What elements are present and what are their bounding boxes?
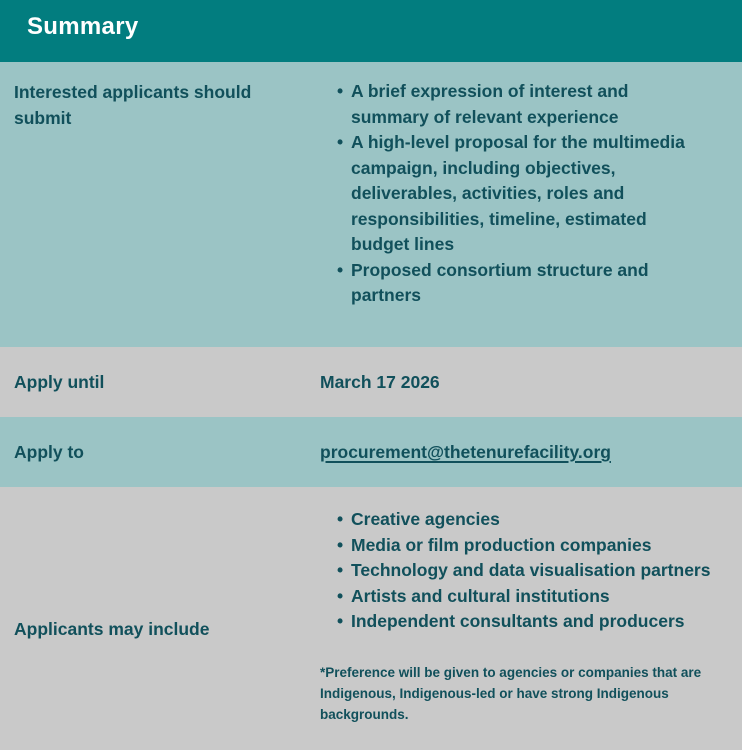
- bullet-icon: •: [337, 509, 344, 529]
- submit-row-label: Interested applicants should submit: [14, 82, 252, 128]
- bullet-icon: •: [337, 585, 344, 606]
- list-item: [337, 533, 718, 559]
- list-item: [337, 558, 718, 584]
- list-item-text: Independent consultants and producers: [351, 611, 685, 631]
- list-item-text: Creative agencies: [351, 509, 500, 529]
- apply-until-value: March 17 2026: [320, 372, 440, 392]
- summary-header: [0, 0, 742, 62]
- row-apply-to: [0, 417, 742, 487]
- list-item: [337, 130, 702, 258]
- apply-until-label: Apply until: [14, 372, 105, 392]
- list-item-text: A brief expression of interest and summary of relevant experience: [351, 81, 629, 127]
- submit-requirements-list: [320, 79, 702, 309]
- list-item-text: Media or film production companies: [351, 534, 652, 555]
- row-apply-until: [0, 347, 742, 417]
- list-item: [337, 609, 718, 635]
- procurement-email-link[interactable]: procurement@thetenurefacility.org: [320, 442, 611, 462]
- list-item-text: Technology and data visualisation partners: [351, 560, 711, 580]
- list-item: [337, 258, 702, 309]
- bullet-icon: •: [337, 560, 344, 580]
- list-item: [337, 584, 718, 610]
- preference-footnote: *Preference will be given to agencies or companies that are Indigenous, Indigenous-led or have strong Indigenous backgrounds.: [320, 664, 702, 722]
- row-submit-requirements: [0, 62, 742, 347]
- list-item: [337, 79, 702, 130]
- bullet-icon: •: [337, 132, 344, 152]
- list-item-text: A high-level proposal for the multimedia campaign, including objectives, deliverables, activities, roles and responsibilities, timeline, estimated budget lines: [351, 132, 685, 254]
- list-item-text: Proposed consortium structure and partners: [351, 259, 649, 305]
- bullet-icon: •: [337, 259, 344, 280]
- list-item: [337, 507, 718, 533]
- list-item-text: Artists and cultural institutions: [351, 585, 610, 606]
- applicants-row-label: Applicants may include: [14, 618, 210, 639]
- summary-title: Summary: [27, 13, 139, 40]
- applicants-row-value: [306, 507, 742, 750]
- bullet-icon: •: [337, 534, 344, 555]
- applicant-types-list: [320, 507, 718, 635]
- bullet-icon: •: [337, 81, 344, 101]
- apply-to-value: [306, 442, 742, 462]
- submit-row-value: [306, 79, 742, 347]
- row-applicants-may-include: [0, 487, 742, 750]
- bullet-icon: •: [337, 611, 344, 631]
- apply-to-label: Apply to: [14, 442, 84, 462]
